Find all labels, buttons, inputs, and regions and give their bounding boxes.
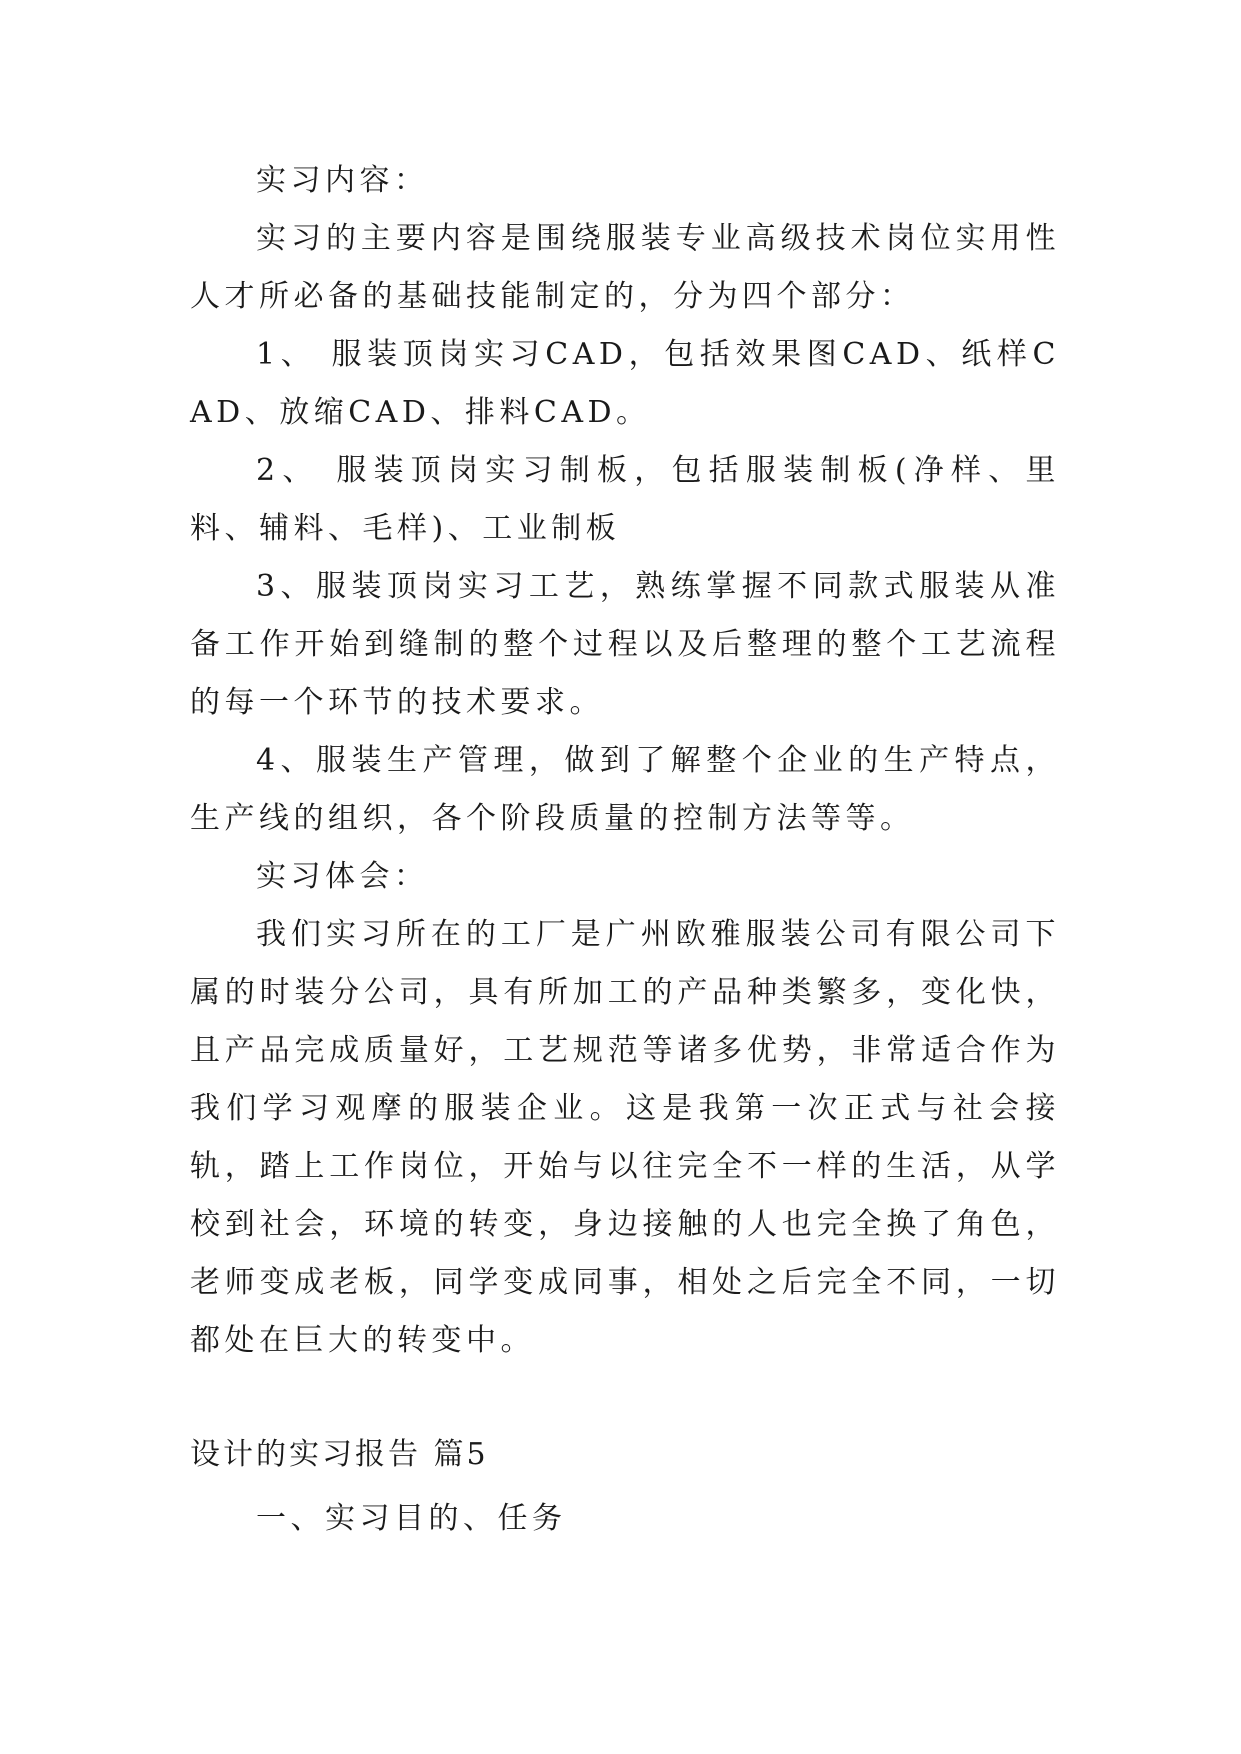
- section-title: 设计的实习报告 篇5: [190, 1437, 489, 1472]
- content-heading: 实习内容：: [256, 163, 429, 198]
- intro-paragraph: 实习的主要内容是围绕服装专业高级技术岗位实用性人才所必备的基础技能制定的，分为四个部分：: [190, 221, 1060, 314]
- document-body: [190, 152, 1060, 1548]
- experience-heading: 实习体会：: [256, 859, 429, 894]
- list-item-3: 3、服装顶岗实习工艺，熟练掌握不同款式服装从准备工作开始到缝制的整个过程以及后整理的整个工艺流程的每一个环节的技术要求。: [190, 569, 1060, 720]
- section-subtitle: 一、实习目的、任务: [256, 1501, 567, 1536]
- experience-paragraph: 我们实习所在的工厂是广州欧雅服装公司有限公司下属的时装分公司，具有所加工的产品种类繁多，变化快，且产品完成质量好，工艺规范等诸多优势，非常适合作为我们学习观摩的服装企业。这是我第一次正式与社会接轨，踏上工作岗位，开始与以往完全不一样的生活，从学校到社会，环境的转变，身边接触的人也完全换了角色，老师变成老板，同学变成同事，相处之后完全不同，一切都处在巨大的转变中。: [190, 917, 1060, 1358]
- list-item-2: 2、 服装顶岗实习制板，包括服装制板(净样、里料、辅料、毛样)、工业制板: [190, 453, 1060, 546]
- list-item-1: 1、 服装顶岗实习CAD，包括效果图CAD、纸样CAD、放缩CAD、排料CAD。: [190, 337, 1060, 430]
- list-item-4: 4、服装生产管理，做到了解整个企业的生产特点，生产线的组织，各个阶段质量的控制方法等等。: [190, 743, 1060, 836]
